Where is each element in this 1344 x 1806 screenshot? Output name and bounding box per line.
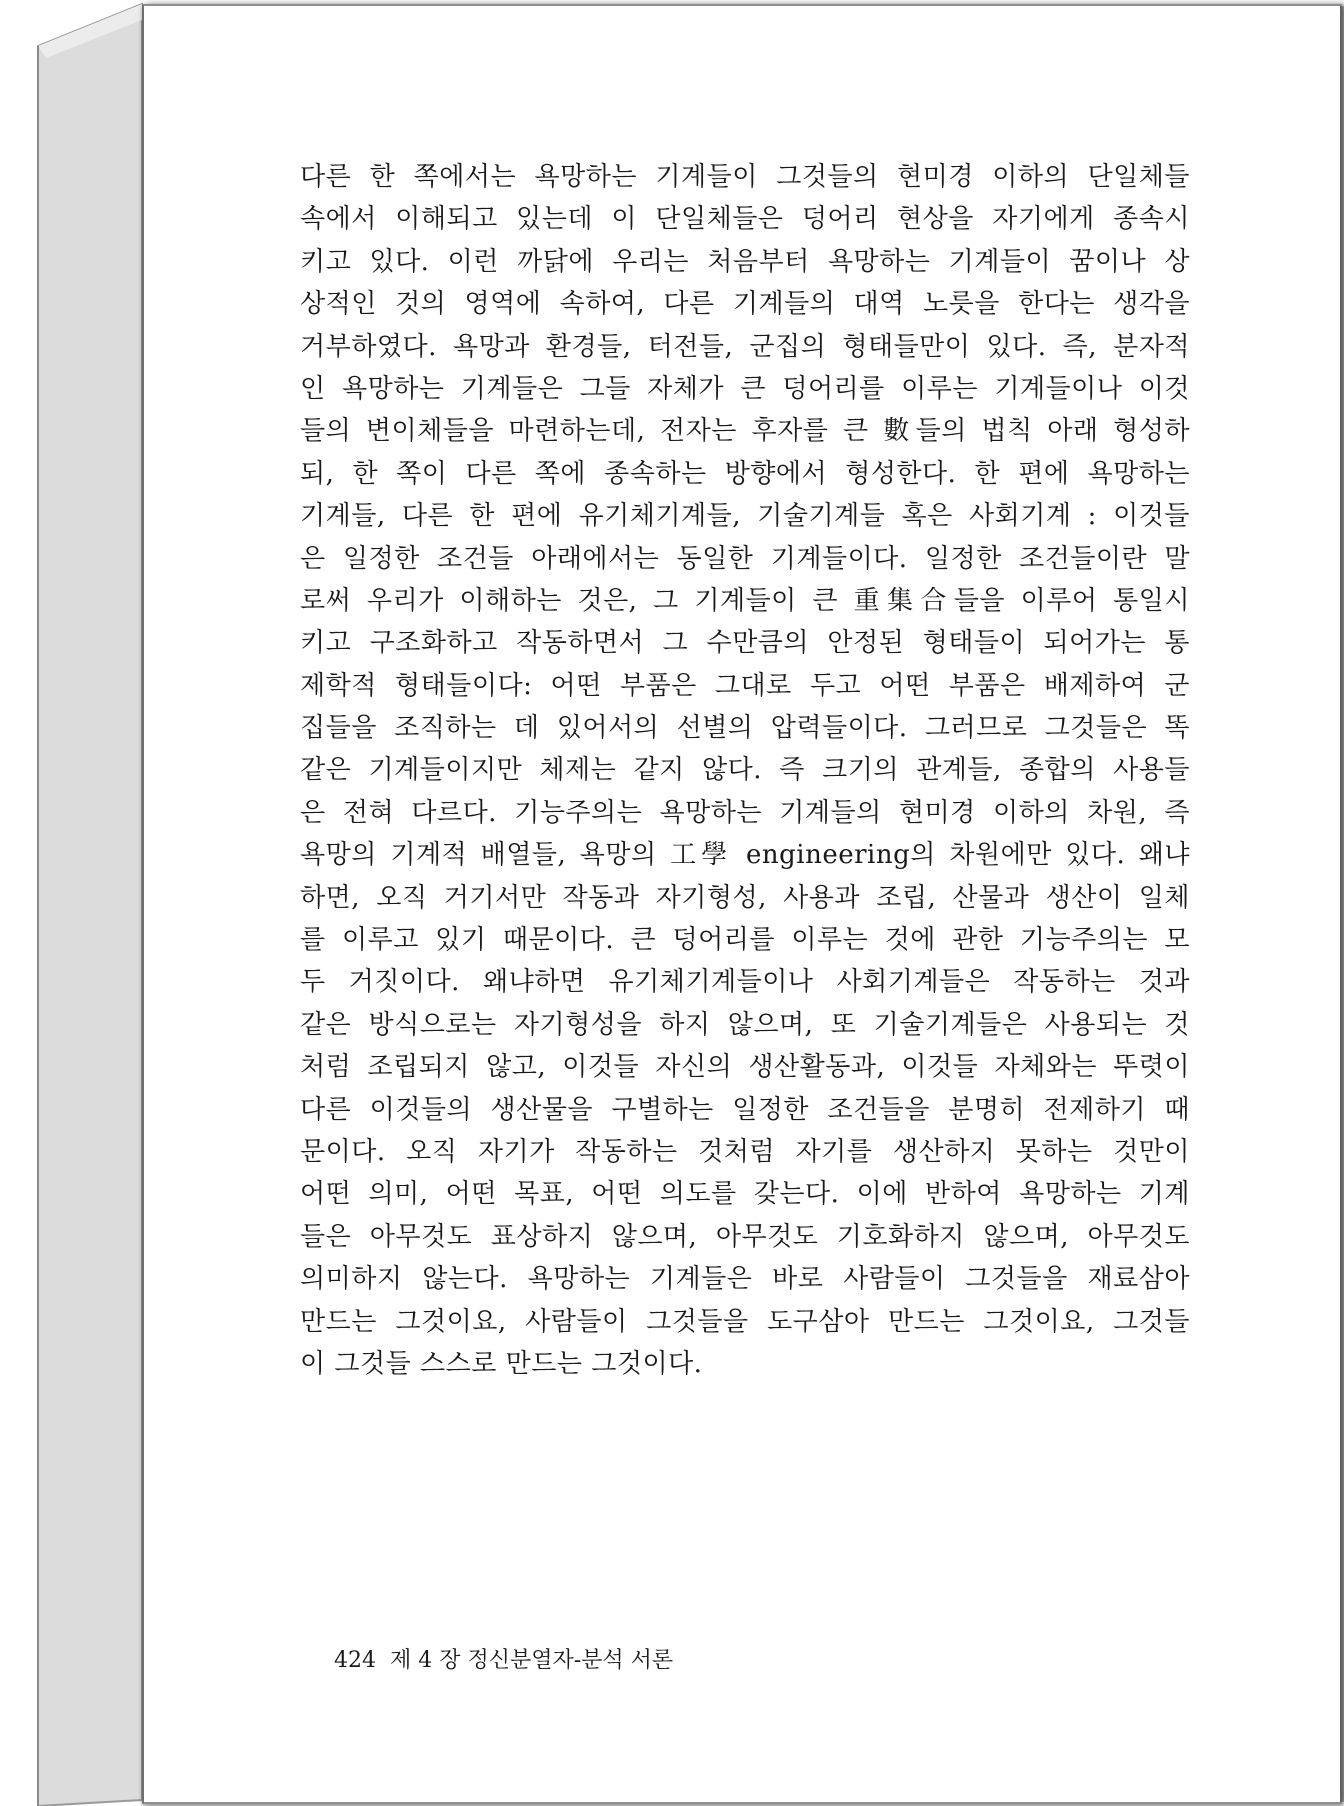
text-line: 제학적 형태들이다: 어떤 부품은 그대로 두고 어떤 부품은 배제하여 군 [300, 670, 1190, 701]
text-line: 기계들, 다른 한 편에 유기체기계들, 기술기계들 혹은 사회기계 : 이것들 [300, 501, 1190, 532]
text-line: 은 일정한 조건들 아래에서는 동일한 기계들이다. 일정한 조건들이란 말 [300, 543, 1190, 574]
text-line: 인 욕망하는 기계들은 그들 자체가 큰 덩어리를 이루는 기계들이나 이것 [300, 373, 1190, 404]
page-number: 424 [334, 1648, 376, 1673]
text-line: 거부하였다. 욕망과 환경들, 터전들, 군집의 형태들만이 있다. 즉, 분자적 [300, 331, 1190, 362]
book-page [142, 4, 1342, 1804]
text-line: 어떤 의미, 어떤 목표, 어떤 의도를 갖는다. 이에 반하여 욕망하는 기계 [300, 1179, 1190, 1210]
text-line: 다른 한 쪽에서는 욕망하는 기계들이 그것들의 현미경 이하의 단일체들 [300, 162, 1190, 192]
chapter-title: 제 4 장 정신분열자-분석 서론 [390, 1648, 674, 1673]
text-line: 같은 방식으로는 자기형성을 하지 않으며, 또 기술기계들은 사용되는 것 [300, 1009, 1190, 1040]
text-line: 키고 구조화하고 작동하면서 그 수만큼의 안정된 형태들이 되어가는 통 [300, 628, 1190, 659]
book-side-block [0, 0, 150, 1806]
book-edge-graphic [0, 0, 150, 1806]
text-line: 상적인 것의 영역에 속하여, 다른 기계들의 대역 노릇을 한다는 생각을 [300, 289, 1190, 320]
body-text [300, 156, 1190, 1385]
text-line: 은 전혀 다르다. 기능주의는 욕망하는 기계들의 현미경 이하의 차원, 즉 [300, 797, 1190, 828]
text-line: 들은 아무것도 표상하지 않으며, 아무것도 기호화하지 않으며, 아무것도 [300, 1221, 1190, 1252]
text-line: 키고 있다. 이런 까닭에 우리는 처음부터 욕망하는 기계들이 꿈이나 상 [300, 246, 1190, 277]
text-line: 의미하지 않는다. 욕망하는 기계들은 바로 사람들이 그것들을 재료삼아 [300, 1264, 1190, 1295]
text-line: 이 그것들 스스로 만드는 그것이다. [300, 1348, 703, 1379]
text-line: 처럼 조립되지 않고, 이것들 자신의 생산활동과, 이것들 자체와는 뚜렷이 [300, 1052, 1190, 1083]
text-line: 욕망의 기계적 배열들, 욕망의 工學 engineering의 차원에만 있다. 왜냐 [300, 840, 1190, 871]
text-line: 만드는 그것이요, 사람들이 그것들을 도구삼아 만드는 그것이요, 그것들 [300, 1306, 1190, 1337]
text-line: 다른 이것들의 생산물을 구별하는 일정한 조건들을 분명히 전제하기 때 [300, 1094, 1190, 1125]
text-line: 로써 우리가 이해하는 것은, 그 기계들이 큰 重集合들을 이루어 통일시 [300, 585, 1190, 616]
text-line: 같은 기계들이지만 체제는 같지 않다. 즉 크기의 관계들, 종합의 사용들 [300, 755, 1190, 786]
text-line: 집들을 조직하는 데 있어서의 선별의 압력들이다. 그러므로 그것들은 똑 [300, 713, 1190, 744]
text-line: 하면, 오직 거기서만 작동과 자기형성, 사용과 조립, 산물과 생산이 일체 [300, 882, 1190, 913]
text-line: 속에서 이해되고 있는데 이 단일체들은 덩어리 현상을 자기에게 종속시 [300, 204, 1190, 235]
text-line: 들의 변이체들을 마련하는데, 전자는 후자를 큰 數들의 법칙 아래 형성하 [300, 416, 1190, 447]
text-line: 를 이루고 있기 때문이다. 큰 덩어리를 이루는 것에 관한 기능주의는 모 [300, 925, 1190, 956]
text-line: 되, 한 쪽이 다른 쪽에 종속하는 방향에서 형성한다. 한 편에 욕망하는 [300, 458, 1190, 489]
text-line: 문이다. 오직 자기가 작동하는 것처럼 자기를 생산하지 못하는 것만이 [300, 1136, 1190, 1167]
text-line: 두 거짓이다. 왜냐하면 유기체기계들이나 사회기계들은 작동하는 것과 [300, 967, 1190, 998]
page-footer [334, 1643, 673, 1674]
